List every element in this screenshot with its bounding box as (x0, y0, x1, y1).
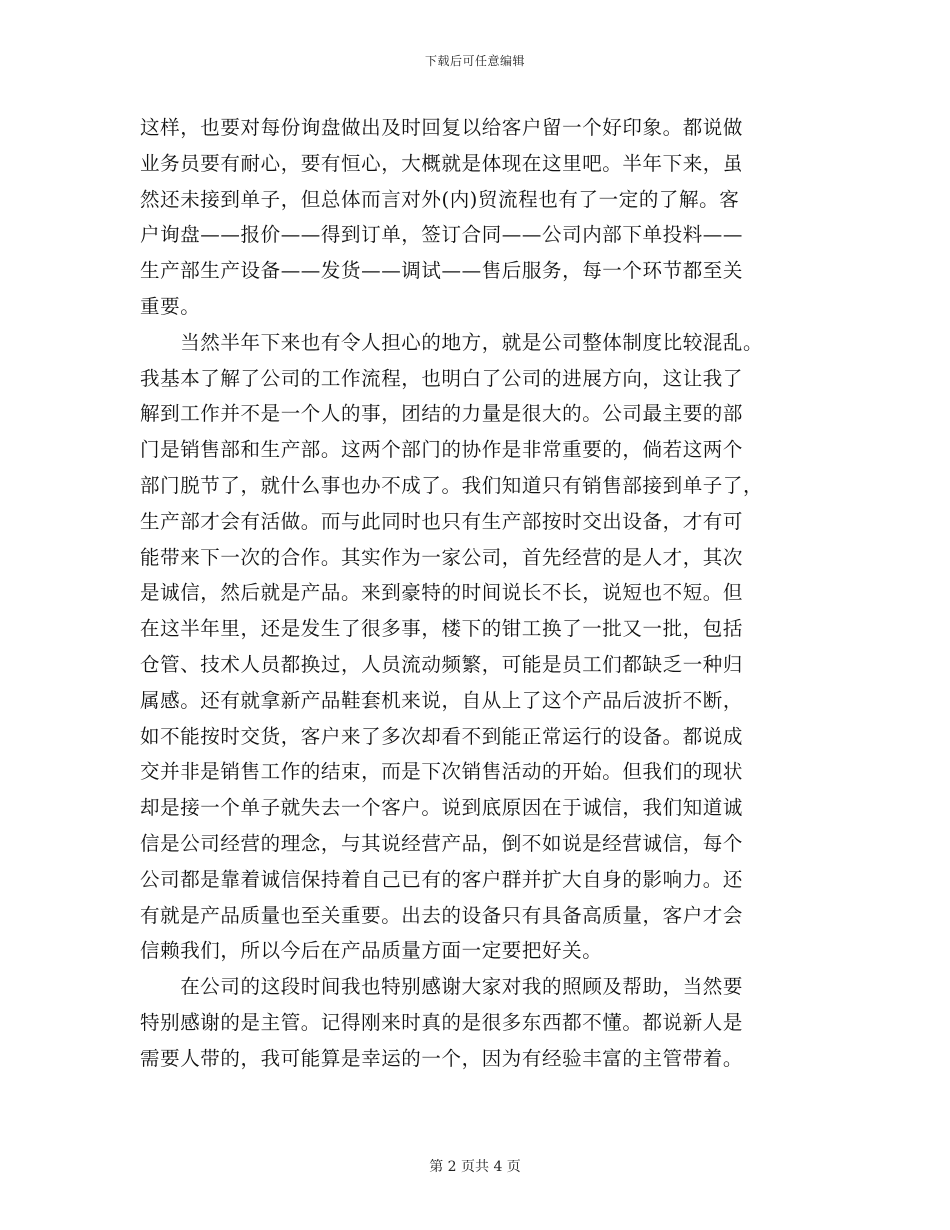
paragraph (140, 110, 812, 325)
page-header: 下载后可任意编辑 (424, 54, 525, 68)
text-line: 生产部才会有活做。而与此同时也只有生产部按时交出设备，才有可 (140, 509, 744, 533)
text-line: 需要人带的，我可能算是幸运的一个，因为有经验丰富的主管带着。 (140, 1046, 744, 1070)
text-line: 我基本了解了公司的工作流程，也明白了公司的进展方向，这让我了 (140, 366, 744, 390)
text-line: 能带来下一次的合作。其实作为一家公司，首先经营的是人才，其次 (140, 545, 744, 569)
text-line: 信赖我们，所以今后在产品质量方面一定要把好关。 (140, 939, 603, 963)
text-line: 交并非是销售工作的结束，而是下次销售活动的开始。但我们的现状 (140, 760, 744, 784)
text-line: 仓管、技术人员都换过，人员流动频繁，可能是员工们都缺乏一种归 (140, 652, 744, 676)
text-line: 是诚信，然后就是产品。来到豪特的时间说长不长，说短也不短。但 (140, 581, 744, 605)
page-footer: 第 2 页共 4 页 (429, 1159, 521, 1175)
text-line: 在公司的这段时间我也特别感谢大家对我的照顾及帮助，当然要 (140, 975, 744, 999)
text-line: 部门脱节了，就什么事也办不成了。我们知道只有销售部接到单子了， (140, 473, 764, 497)
text-line: 公司都是靠着诚信保持着自己已有的客户群并扩大自身的影响力。还 (140, 867, 744, 891)
text-line: 在这半年里，还是发生了很多事，楼下的钳工换了一批又一批，包括 (140, 617, 744, 641)
text-line: 解到工作并不是一个人的事，团结的力量是很大的。公司最主要的部 (140, 402, 744, 426)
paragraph (140, 969, 812, 1076)
text-line: 然还未接到单子，但总体而言对外(内)贸流程也有了一定的了解。客 (140, 187, 740, 211)
document-body (140, 110, 812, 1077)
text-line: 重要。 (140, 294, 201, 318)
text-line: 特别感谢的是主管。记得刚来时真的是很多东西都不懂。都说新人是 (140, 1010, 744, 1034)
text-line: 有就是产品质量也至关重要。出去的设备只有具备高质量，客户才会 (140, 903, 744, 927)
text-line: 业务员要有耐心，要有恒心，大概就是体现在这里吧。半年下来，虽 (140, 151, 744, 175)
text-line: 信是公司经营的理念，与其说经营产品，倒不如说是经营诚信，每个 (140, 831, 744, 855)
text-line: 生产部生产设备——发货——调试——售后服务，每一个环节都至关 (140, 259, 744, 283)
text-line: 如不能按时交货，客户来了多次却看不到能正常运行的设备。都说成 (140, 724, 744, 748)
text-line: 户询盘——报价——得到订单，签订合同——公司内部下单投料—— (140, 223, 743, 247)
paragraph (140, 325, 812, 969)
text-line: 这样，也要对每份询盘做出及时回复以给客户留一个好印象。都说做 (140, 116, 744, 139)
text-line: 却是接一个单子就失去一个客户。说到底原因在于诚信，我们知道诚 (140, 796, 744, 820)
text-line: 门是销售部和生产部。这两个部门的协作是非常重要的，倘若这两个 (140, 438, 744, 462)
text-line: 当然半年下来也有令人担心的地方，就是公司整体制度比较混乱。 (140, 330, 764, 354)
text-line: 属感。还有就拿新产品鞋套机来说，自从上了这个产品后波折不断， (140, 688, 744, 712)
